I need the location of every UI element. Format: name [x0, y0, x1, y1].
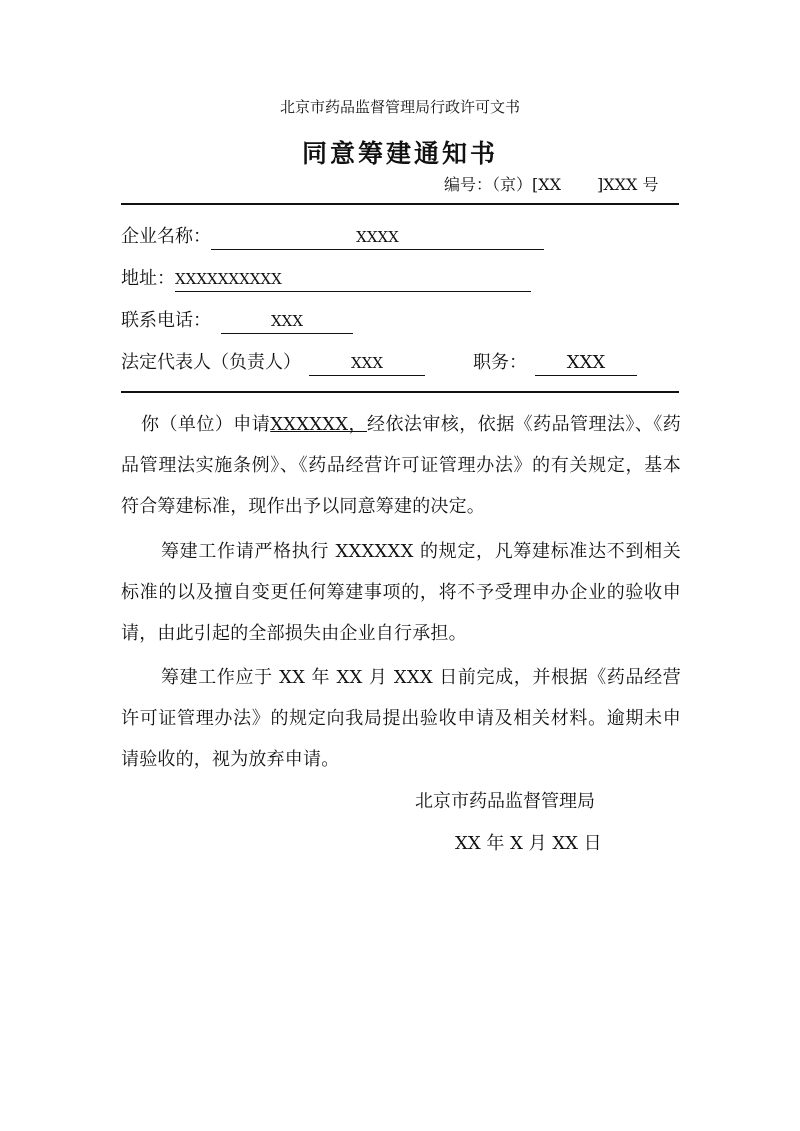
paragraph-deadline: [121, 657, 681, 780]
company-label: 企业名称：: [121, 226, 211, 247]
signature-date: XX 年 X 月 XX 日: [455, 833, 602, 854]
paragraph-decision-rest: 经依法审核，依据《药品管理法》、《药品管理法实施条例》、《药品经营许可证管理办法》的有关规定，基本符合筹建标准，现作出予以同意筹建的决定。: [121, 414, 681, 517]
company-field: [121, 222, 544, 252]
position-label: 职务：: [473, 352, 527, 373]
address-label: 地址：: [121, 268, 175, 289]
document-number-prefix: 编号：（京）[XX: [444, 175, 562, 194]
legal-rep-value: XXX: [309, 348, 425, 376]
page-title: 同意筹建通知书: [301, 139, 498, 168]
applicant-name: XXXXXX，: [270, 414, 368, 435]
paragraph-decision: [121, 404, 681, 527]
phone-value: XXX: [221, 306, 353, 334]
company-value: XXXX: [211, 222, 544, 250]
document-type: 北京市药品监督管理局行政许可文书: [279, 98, 520, 116]
signature-organization: 北京市药品监督管理局: [415, 791, 595, 812]
paragraph-requirements: [121, 531, 681, 654]
phone-field: [121, 306, 353, 336]
phone-label: 联系电话：: [121, 310, 211, 331]
document-number: [444, 172, 659, 195]
top-divider: [121, 203, 679, 205]
legal-rep-label: 法定代表人（负责人）: [121, 352, 301, 373]
paragraph-decision-lead: 你（单位）申请: [141, 414, 271, 435]
bottom-divider: [121, 391, 679, 393]
address-field: [121, 264, 531, 294]
document-number-suffix: ]XXX 号: [597, 175, 659, 194]
address-value: XXXXXXXXXX: [175, 264, 531, 292]
paragraph-requirements-text: 筹建工作请严格执行 XXXXXX 的规定，凡筹建标准达不到相关标准的以及擅自变更任何筹建事项的，将不予受理申办企业的验收申请，由此引起的全部损失由企业自行承担。: [121, 541, 681, 644]
position-value: XXX: [535, 348, 637, 376]
legal-rep-field: [121, 348, 425, 378]
position-field: [473, 348, 637, 378]
paragraph-deadline-text: 筹建工作应于 XX 年 XX 月 XXX 日前完成，并根据《药品经营许可证管理办法》的规定向我局提出验收申请及相关材料。逾期未申请验收的，视为放弃申请。: [121, 667, 681, 770]
